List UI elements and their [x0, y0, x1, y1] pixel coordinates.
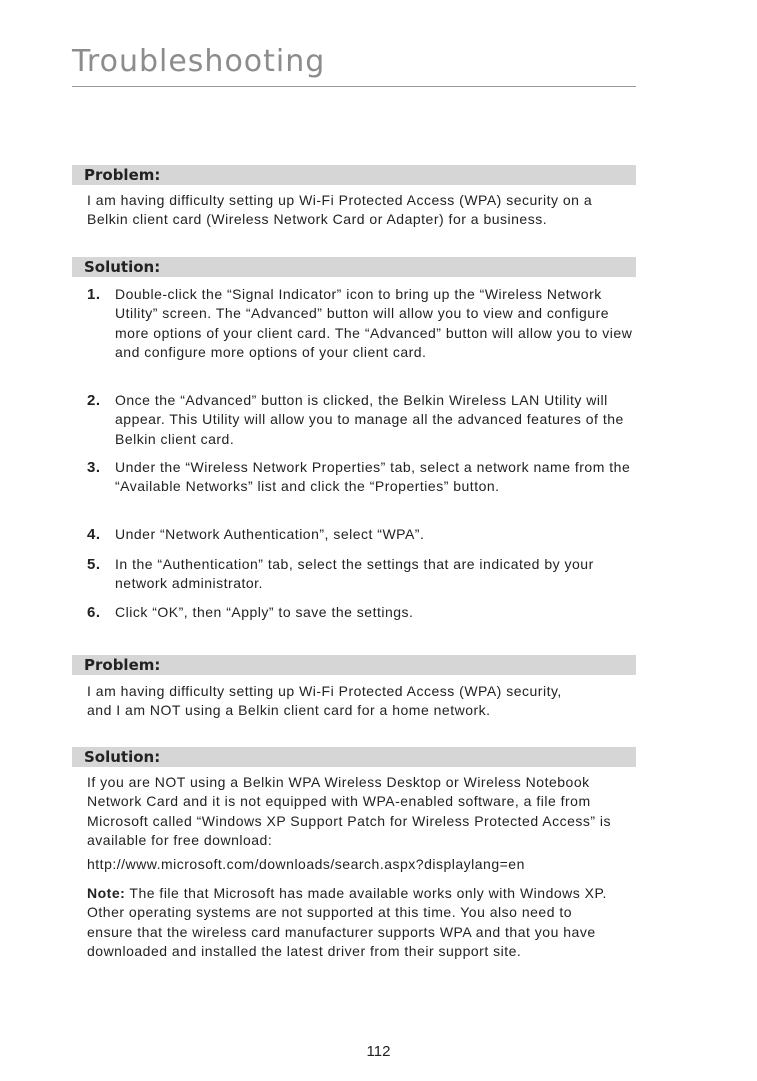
download-url: http://www.microsoft.com/downloads/search.aspx?displaylang=en: [87, 856, 525, 872]
page-number: 112: [366, 1043, 391, 1060]
step-text: Once the “Advanced” button is clicked, the Belkin Wireless LAN Utility will appear. This Utility will allow you to manage all the advanced features of the Belkin client card.: [115, 392, 624, 447]
step-number: 6.: [87, 604, 101, 621]
solution-heading-bar: [72, 257, 636, 277]
note-paragraph: [87, 884, 622, 961]
step-number: 5.: [87, 556, 101, 573]
problem-heading-bar: [72, 165, 636, 185]
page-title: Troubleshooting: [72, 44, 326, 79]
problem-text: I am having difficulty setting up Wi-Fi Protected Access (WPA) security on a Belkin client card (Wireless Network Card or Adapter) for a business.: [87, 192, 593, 228]
problem-label: Problem:: [84, 656, 161, 674]
solution-label: Solution:: [84, 258, 161, 276]
step-text: Double-click the “Signal Indicator” icon to bring up the “Wireless Network Utility” screen. The “Advanced” button will allow you to view and configure more options of your client card. The “Advanced” button will allow you to view and configure more options of your client card.: [115, 286, 633, 360]
solution-text: If you are NOT using a Belkin WPA Wireless Desktop or Wireless Notebook Network Card and it is not equipped with WPA-enabled software, a file from Microsoft called “Windows XP Support Patch for Wireless Protected Access” is available for free download:: [87, 774, 612, 848]
solution-label: Solution:: [84, 748, 161, 766]
step-number: 2.: [87, 392, 101, 409]
step-text: In the “Authentication” tab, select the settings that are indicated by your network administrator.: [115, 556, 594, 592]
note-text: The file that Microsoft has made available works only with Windows XP. Other operating systems are not supported at this time. You also need to ensure that the wireless card manufacturer supports WPA and that you have downloaded and installed the latest driver from their support site.: [87, 885, 607, 959]
step-number: 4.: [87, 526, 101, 543]
step-number: 1.: [87, 286, 101, 303]
step-text: Under “Network Authentication”, select “WPA”.: [115, 526, 425, 542]
problem-text: I am having difficulty setting up Wi-Fi Protected Access (WPA) security, and I am NOT using a Belkin client card for a home network.: [87, 683, 562, 719]
problem-label: Problem:: [84, 166, 161, 184]
step-number: 3.: [87, 459, 101, 476]
step-text: Under the “Wireless Network Properties” tab, select a network name from the “Available Networks” list and click the “Properties” button.: [115, 459, 631, 495]
note-label: Note:: [87, 885, 126, 901]
title-divider: [72, 86, 636, 87]
step-text: Click “OK”, then “Apply” to save the settings.: [115, 604, 414, 620]
problem-heading-bar: [72, 655, 636, 675]
solution-heading-bar: [72, 747, 636, 767]
